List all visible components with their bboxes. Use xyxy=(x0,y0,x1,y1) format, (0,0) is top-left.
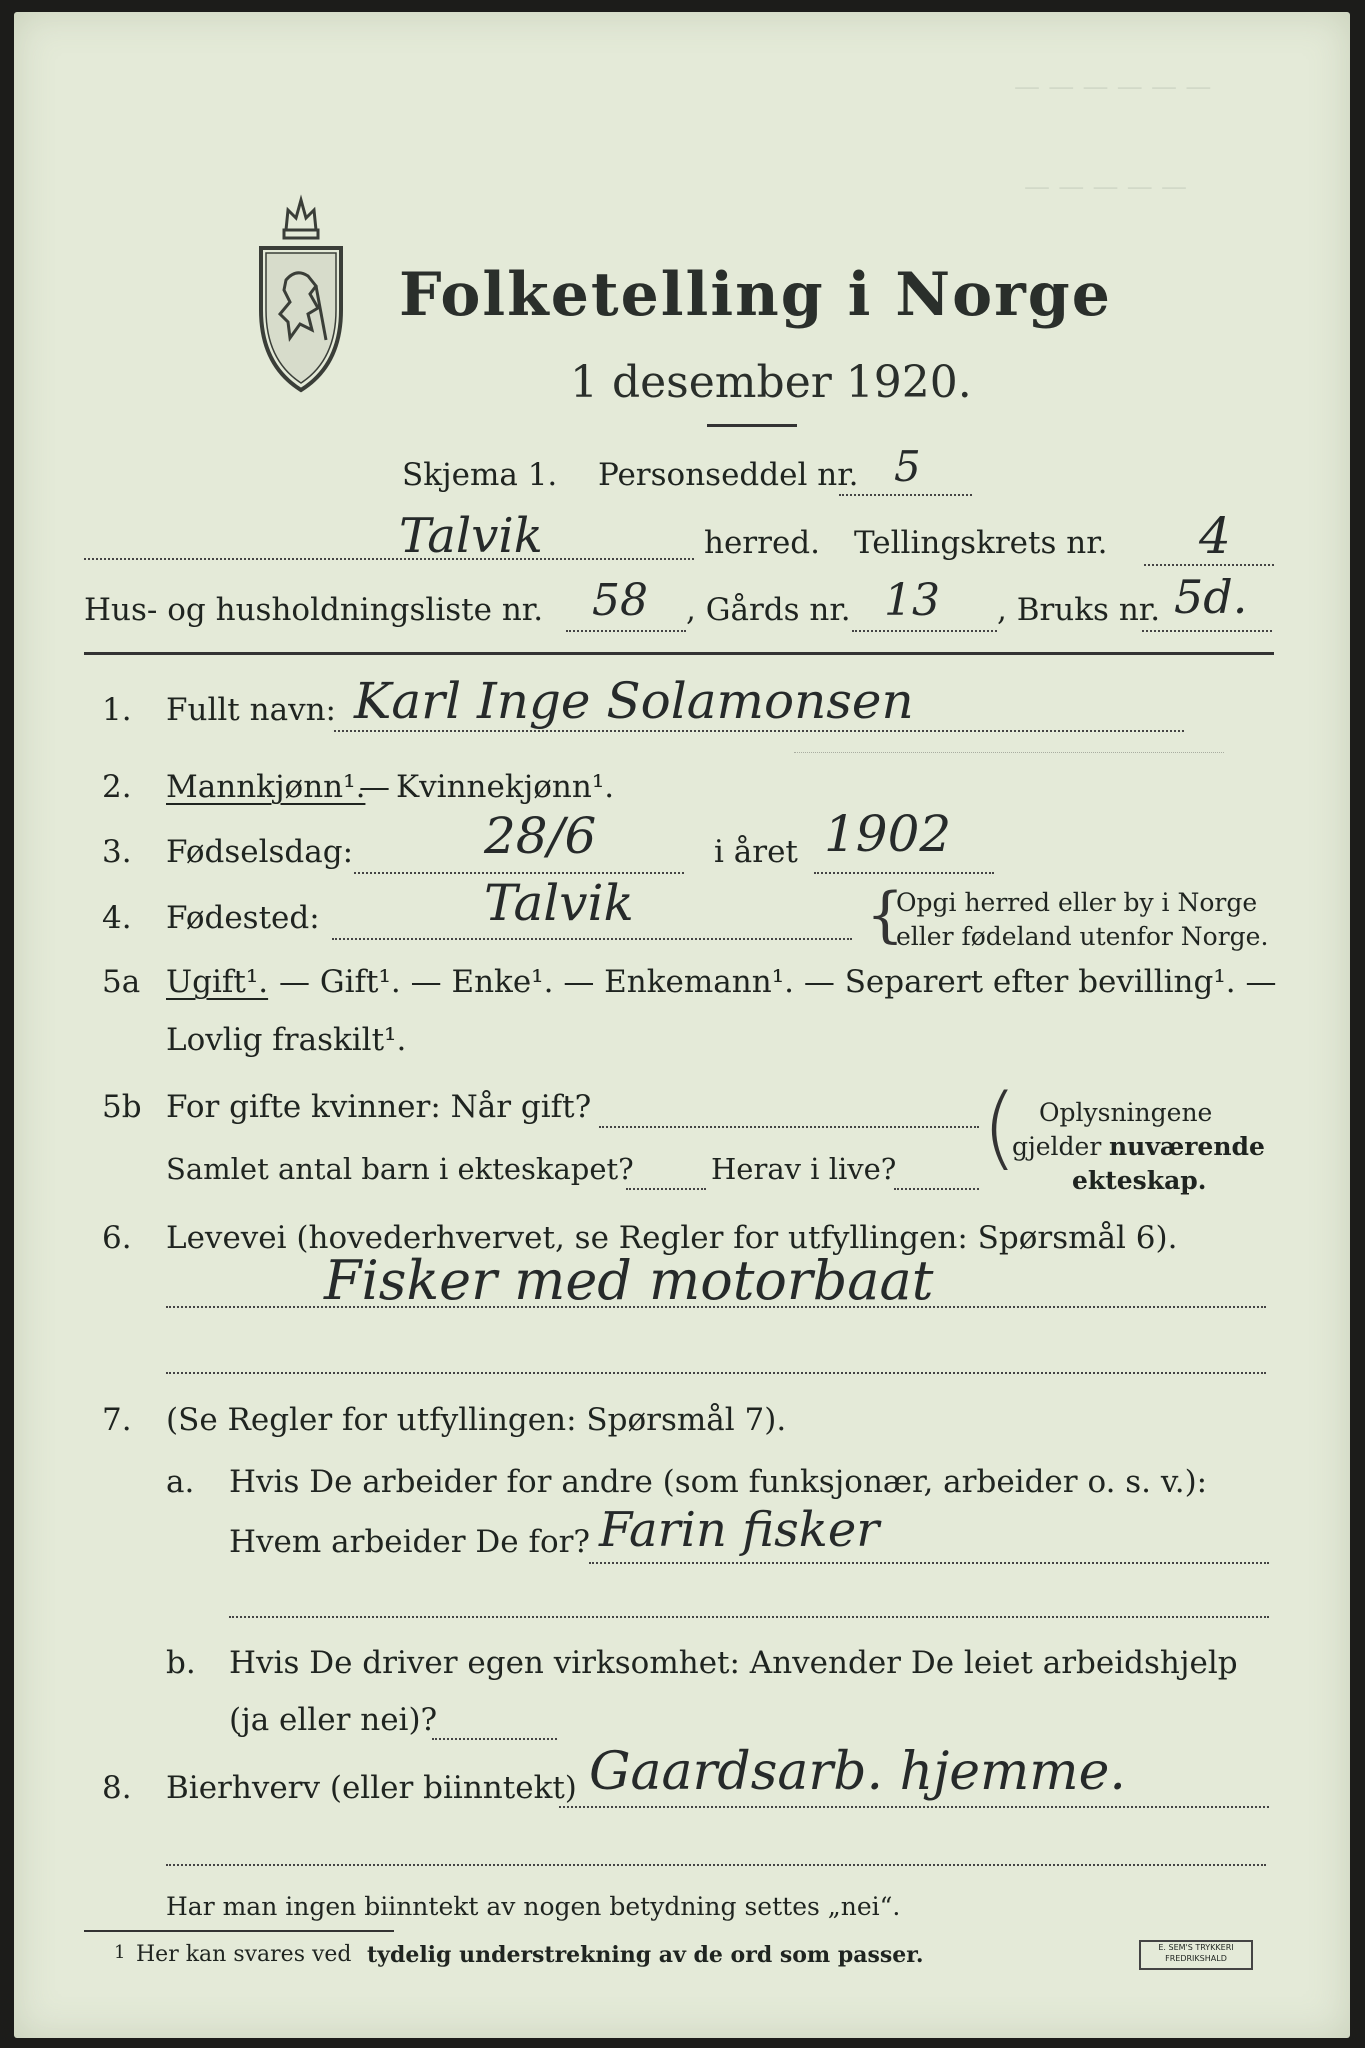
footnote-mark: 1 xyxy=(114,1942,126,1963)
census-form-sheet xyxy=(14,12,1350,2038)
note-paren: ( xyxy=(982,1075,1018,1180)
tellingskrets-label: Tellingskrets nr. xyxy=(854,525,1108,561)
personseddel-value: 5 xyxy=(894,442,921,491)
title-divider xyxy=(707,424,797,427)
occupation-label: Levevei (hovederhvervet, se Regler for utfyllingen: Spørsmål 6). xyxy=(166,1220,1178,1256)
full-name-value: Karl Inge Solamonsen xyxy=(354,672,914,730)
birthplace-line xyxy=(332,938,852,940)
q6-number: 6. xyxy=(102,1220,132,1256)
birthplace-note-line1: Opgi herred eller by i Norge xyxy=(896,888,1258,917)
printer-name: E. SEM'S TRYKKERI xyxy=(1158,1943,1234,1952)
q5a-number: 5a xyxy=(102,964,141,1000)
birthyear-value: 1902 xyxy=(824,805,952,863)
side-income-line-2 xyxy=(166,1864,1266,1866)
children-count-label: Samlet antal barn i ekteskapet? xyxy=(166,1152,634,1186)
q4-number: 4. xyxy=(102,900,132,936)
footnote-text-b: tydelig understrekning av de ord som passer. xyxy=(367,1942,924,1968)
birthplace-value: Talvik xyxy=(484,874,634,932)
married-when-label: For gifte kvinner: Når gift? xyxy=(166,1089,592,1125)
printer-city: FREDRIKSHALD xyxy=(1165,1954,1227,1963)
marriage-note-line2a: gjelder xyxy=(1012,1132,1102,1161)
birthdate-value: 28/6 xyxy=(484,807,597,865)
employer-line-2 xyxy=(229,1616,1269,1618)
children-count-line xyxy=(626,1188,706,1190)
footnote-divider xyxy=(84,1930,394,1932)
status-unmarried-option: Ugift¹. xyxy=(166,964,269,1000)
q3-number: 3. xyxy=(102,834,132,870)
bruks-value: 5d. xyxy=(1174,570,1248,624)
sex-male-option: Mannkjønn¹. xyxy=(166,769,366,805)
employer-label: Hvem arbeider De for? xyxy=(229,1524,591,1560)
birthplace-label: Fødested: xyxy=(166,900,320,936)
q7a-letter: a. xyxy=(166,1464,195,1500)
side-income-value: Gaardsarb. hjemme. xyxy=(589,1742,1126,1802)
marriage-note-line2b: nuværende xyxy=(1109,1132,1265,1161)
occupation-line-2 xyxy=(166,1372,1266,1374)
children-alive-label: Herav i live? xyxy=(711,1152,897,1186)
bleed-line xyxy=(794,752,1224,753)
husholdning-value: 58 xyxy=(592,575,648,626)
herred-label: herred. xyxy=(704,525,820,561)
bruks-line xyxy=(1142,630,1272,632)
census-date: 1 desember 1920. xyxy=(570,357,972,408)
bruks-label: , Bruks nr. xyxy=(997,592,1161,628)
married-when-line xyxy=(599,1126,979,1128)
bleed-through-text: — — — — — xyxy=(1024,172,1188,202)
q7-label: (Se Regler for utfyllingen: Spørsmål 7). xyxy=(166,1402,787,1438)
husholdning-label: Hus- og husholdningsliste nr. xyxy=(84,592,544,628)
printer-stamp xyxy=(1139,1940,1253,1970)
q8-number: 8. xyxy=(102,1770,132,1806)
q7b-label: Hvis De driver egen virksomhet: Anvender De leiet arbeidshjelp xyxy=(229,1645,1238,1681)
herred-line xyxy=(84,558,694,560)
children-alive-line xyxy=(894,1188,979,1190)
birthyear-label: i året xyxy=(714,834,798,870)
hired-help-line xyxy=(432,1738,557,1740)
q7a-label: Hvis De arbeider for andre (som funksjonær, arbeider o. s. v.): xyxy=(229,1464,1208,1500)
full-name-label: Fullt navn: xyxy=(166,692,336,728)
side-income-note: Har man ingen biinntekt av nogen betydning settes „nei“. xyxy=(166,1892,901,1921)
note-brace: { xyxy=(866,880,905,950)
tellingskrets-value: 4 xyxy=(1199,507,1231,565)
birthyear-line xyxy=(814,872,994,874)
personseddel-label: Personseddel nr. xyxy=(598,457,859,493)
gards-line xyxy=(852,630,997,632)
footnote-text-a: Her kan svares ved xyxy=(136,1942,352,1967)
q2-number: 2. xyxy=(102,769,132,805)
full-name-line xyxy=(334,730,1184,732)
form-title: Folketelling i Norge xyxy=(399,260,1112,330)
side-income-label: Bierhverv (eller biinntekt) xyxy=(166,1770,577,1806)
personseddel-line xyxy=(839,494,972,496)
birthdate-label: Fødselsdag: xyxy=(166,834,354,870)
q7-number: 7. xyxy=(102,1402,132,1438)
marriage-note-line1: Oplysningene xyxy=(1039,1098,1213,1127)
bleed-through-text: — — — — — — xyxy=(1014,72,1212,102)
sex-female-option: Kvinnekjønn¹. xyxy=(396,769,615,805)
herred-value: Talvik xyxy=(399,508,543,564)
norwegian-coat-of-arms-icon xyxy=(246,190,356,400)
sex-separator: — xyxy=(359,769,390,805)
gards-value: 13 xyxy=(884,575,940,626)
employer-line xyxy=(589,1562,1269,1564)
occupation-value: Fisker med motorbaat xyxy=(324,1249,934,1312)
q5b-number: 5b xyxy=(102,1089,142,1125)
side-income-line xyxy=(559,1806,1269,1808)
employer-value: Farin fisker xyxy=(599,1502,880,1558)
husholdning-line xyxy=(566,630,686,632)
q7b-letter: b. xyxy=(166,1645,196,1681)
header-divider xyxy=(84,652,1274,655)
gards-label: , Gårds nr. xyxy=(686,592,851,628)
status-divorced-option: Lovlig fraskilt¹. xyxy=(166,1022,407,1058)
marriage-note-line3: ekteskap. xyxy=(1072,1166,1207,1195)
q1-number: 1. xyxy=(102,692,132,728)
skjema-label: Skjema 1. xyxy=(402,457,558,493)
hired-help-label: (ja eller nei)? xyxy=(229,1702,438,1738)
status-other-options: — Gift¹. — Enke¹. — Enkemann¹. — Separert efter bevilling¹. — xyxy=(279,964,1277,1000)
birthplace-note-line2: eller fødeland utenfor Norge. xyxy=(896,922,1269,951)
